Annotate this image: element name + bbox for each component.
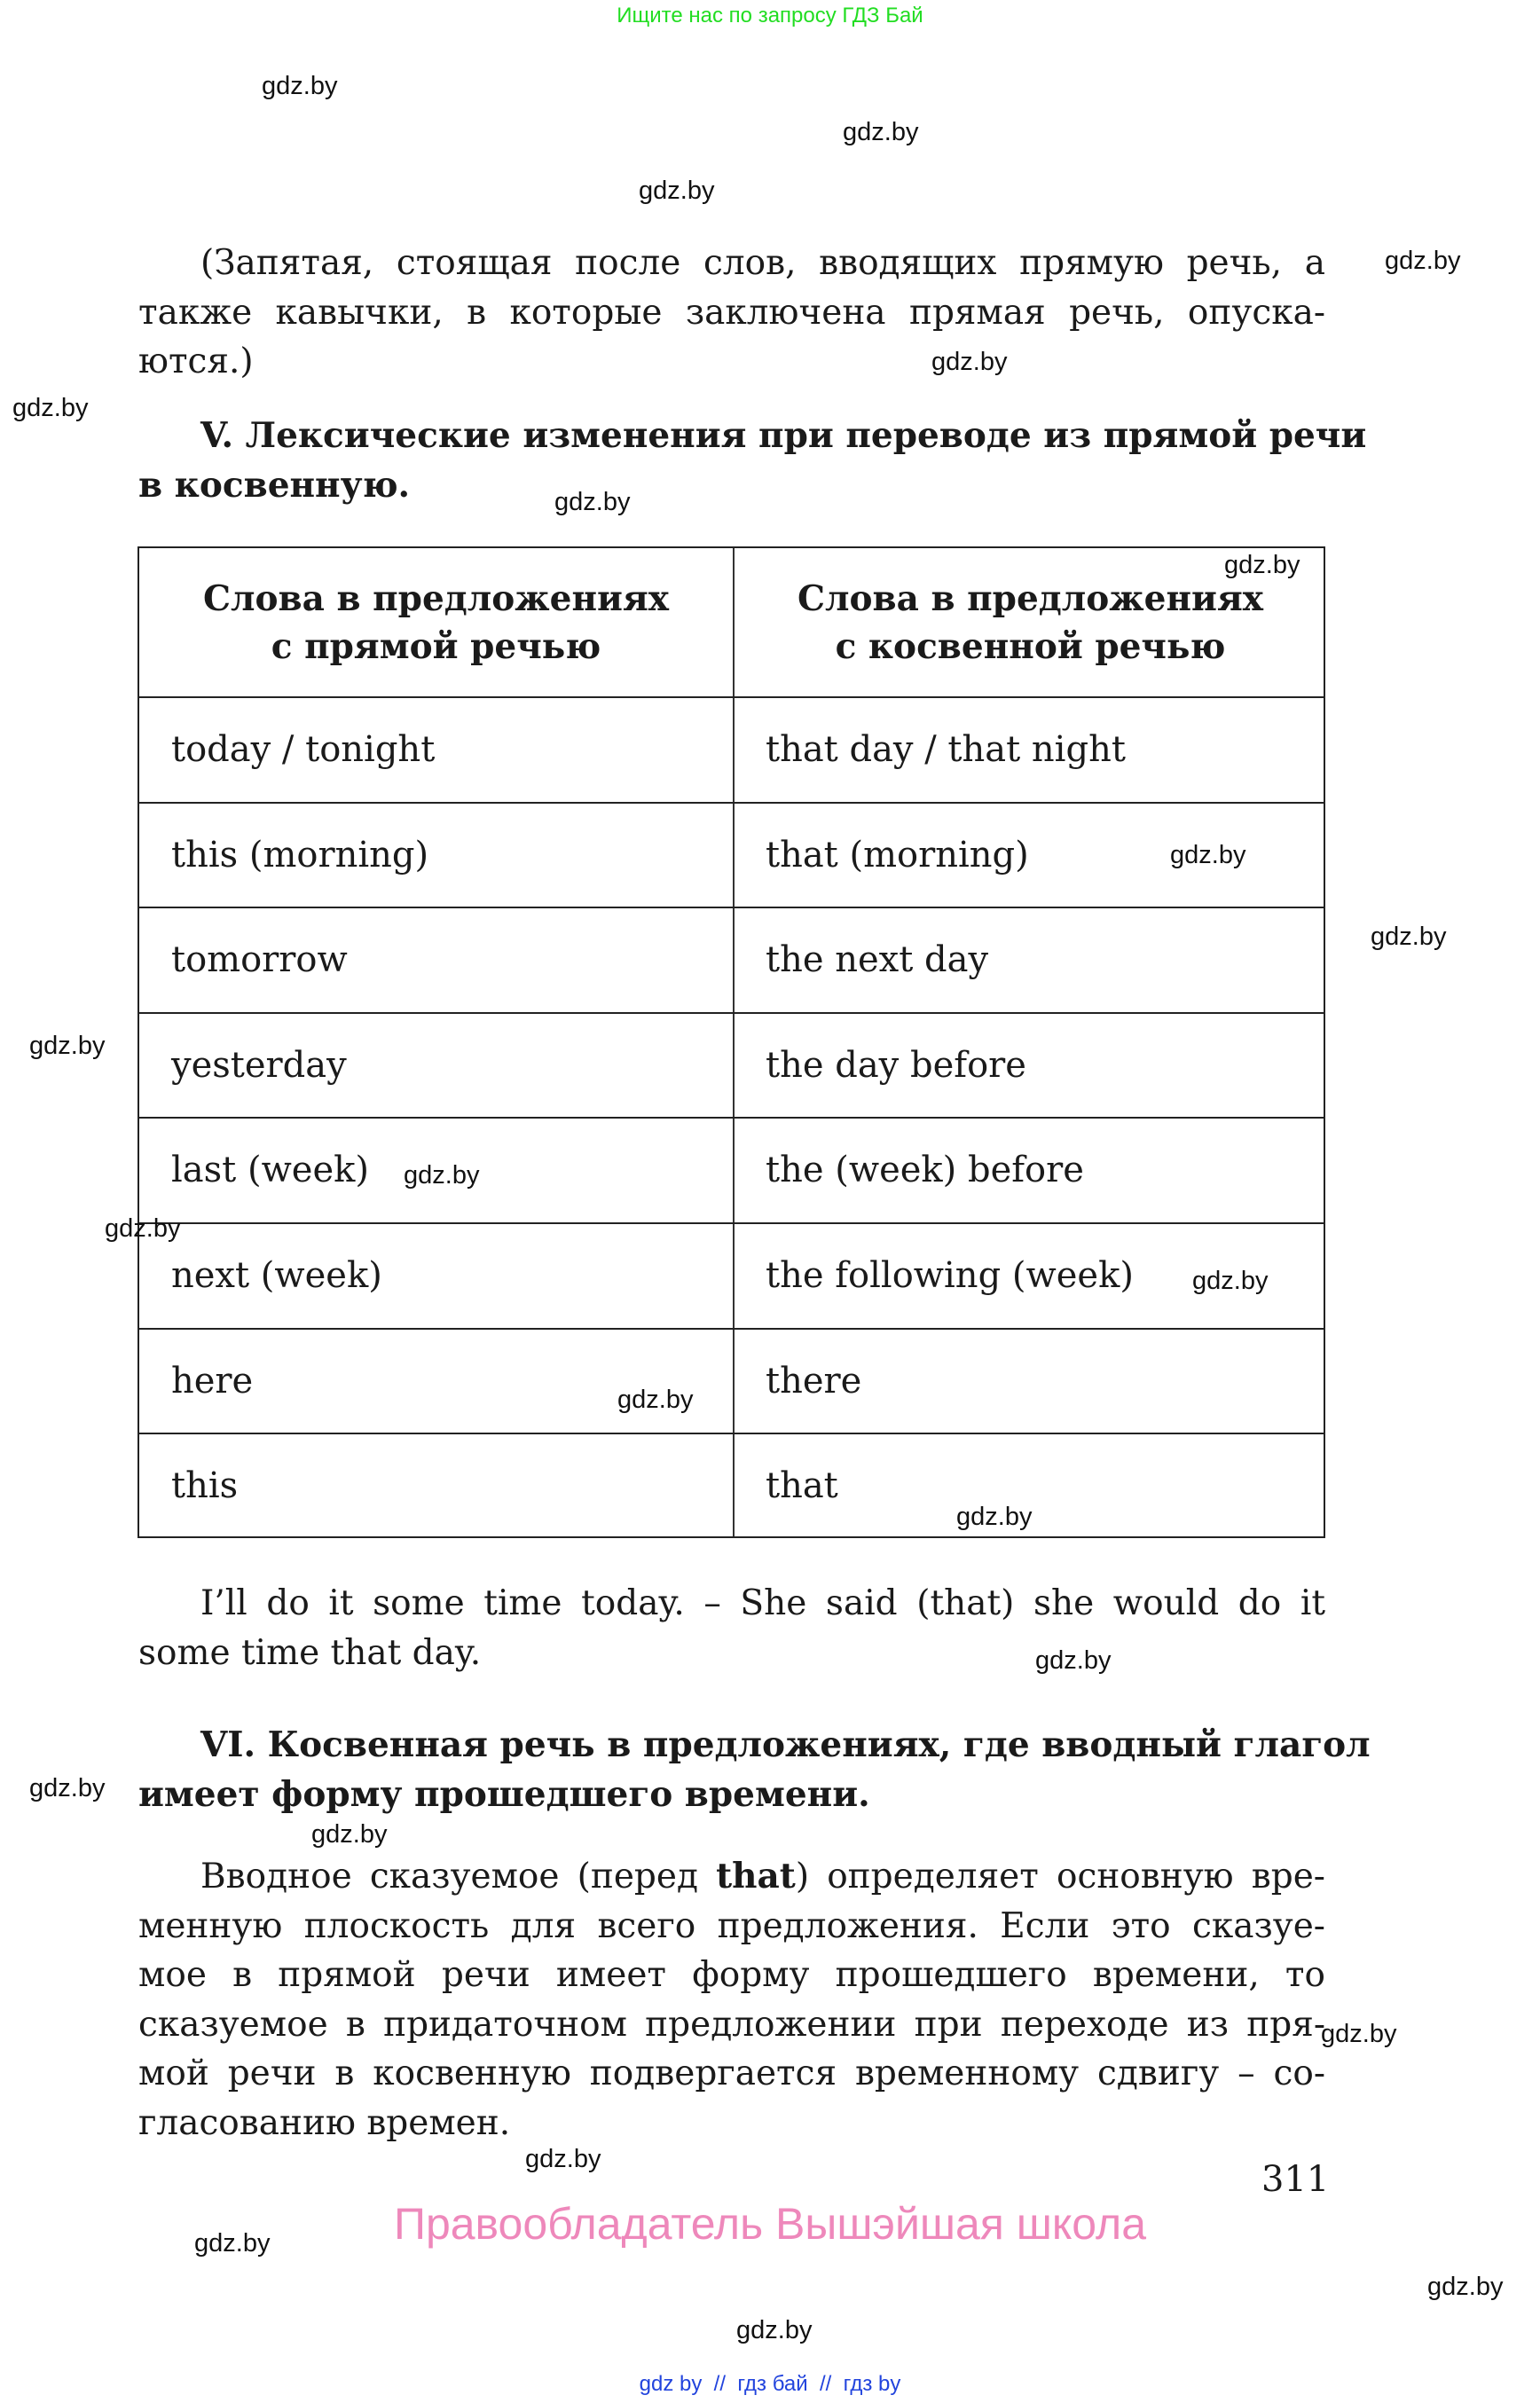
watermark-text: gdz.by xyxy=(525,2145,601,2173)
watermark-text: gdz.by xyxy=(931,348,1008,376)
table-row xyxy=(139,1119,1324,1224)
watermark-text: gdz.by xyxy=(1371,923,1447,951)
cell-direct: last (week) xyxy=(171,1150,369,1191)
cell-direct: here xyxy=(171,1360,254,1402)
example-line: some time that day. xyxy=(138,1632,482,1673)
watermark-text: gdz.by xyxy=(29,1774,106,1802)
cell-indirect: there xyxy=(766,1360,862,1402)
table-row xyxy=(139,1330,1324,1435)
example-line: I’ll do it some time today. – She said (that) she would do it xyxy=(200,1583,1325,1623)
watermark-text: gdz.by xyxy=(404,1161,480,1190)
body-line: мое в прямой речи имеет форму прошедшего времени, то xyxy=(138,1955,1325,1995)
heading-line: имеет форму прошедшего времени. xyxy=(138,1773,870,1815)
cell-indirect: the following (week) xyxy=(766,1255,1134,1296)
heading-line: V. Лексические изменения при переводе из прямой речи xyxy=(200,415,1367,456)
header-line: с прямой речью xyxy=(271,625,601,667)
body-line xyxy=(138,1852,1325,1902)
note-line: также кавычки, в которые заключена прямая речь, опуска- xyxy=(138,292,1325,333)
example-paragraph xyxy=(138,1579,1325,1677)
cell-direct: this xyxy=(171,1465,239,1507)
cell-indirect: that xyxy=(766,1465,838,1507)
header-line: с косвенной речью xyxy=(835,625,1226,667)
body-line: менную плоскость для всего предложения. Если это сказуе- xyxy=(138,1905,1325,1946)
watermark-text: gdz.by xyxy=(194,2229,271,2258)
table-row xyxy=(139,804,1324,909)
cell-indirect: that day / that night xyxy=(766,729,1126,770)
watermark-text: gdz.by xyxy=(1035,1646,1112,1675)
note-line: (Запятая, стоящая после слов, вводящих прямую речь, а xyxy=(200,243,1325,283)
lexical-changes-table xyxy=(138,546,1325,1538)
table-row xyxy=(139,698,1324,804)
cell-direct: this (morning) xyxy=(171,834,429,876)
table-row xyxy=(139,1224,1324,1330)
watermark-text: gdz.by xyxy=(843,118,919,146)
watermark-text: gdz.by xyxy=(105,1214,181,1243)
cell-indirect: the next day xyxy=(766,939,989,981)
body-text: ) определяет основную вре- xyxy=(795,1857,1325,1896)
header-line: Слова в предложениях xyxy=(797,577,1264,619)
watermark-text: gdz.by xyxy=(311,1820,388,1849)
watermark-text: gdz.by xyxy=(1385,247,1461,275)
body-line: мой речи в косвенную подвергается временному сдвигу – со- xyxy=(138,2054,1325,2093)
cell-indirect: that (morning) xyxy=(766,834,1029,876)
watermark-text: gdz.by xyxy=(1170,841,1246,869)
watermark-text: gdz.by xyxy=(262,72,338,100)
watermark-text: gdz.by xyxy=(12,394,89,422)
header-direct-speech xyxy=(139,548,733,696)
footer-links[interactable]: gdz by // гдз бай // гдз by xyxy=(639,2372,901,2396)
cell-direct: tomorrow xyxy=(171,939,348,981)
body-text: Вводное сказуемое (перед xyxy=(200,1857,717,1896)
heading-line: в косвенную. xyxy=(138,464,411,506)
heading-line: VI. Косвенная речь в предложениях, где вводный глагол xyxy=(200,1724,1371,1765)
copyright-holder-notice: Правообладатель Вышэйшая школа xyxy=(394,2199,1146,2249)
body-line: сказуемое в придаточном предложении при переходе из пря- xyxy=(138,2004,1325,2045)
watermark-text: gdz.by xyxy=(1224,551,1300,579)
section-v-heading xyxy=(138,412,1367,510)
watermark-text: gdz.by xyxy=(554,488,631,516)
watermark-text: gdz.by xyxy=(639,177,715,205)
section-vi-heading xyxy=(138,1721,1371,1819)
table-row xyxy=(139,1434,1324,1540)
watermark-text: gdz.by xyxy=(617,1386,694,1414)
cell-direct: today / tonight xyxy=(171,729,436,770)
note-line: ются.) xyxy=(138,342,254,381)
watermark-text: gdz.by xyxy=(1192,1267,1269,1295)
body-paragraph xyxy=(138,1852,1325,2148)
cell-indirect: the (week) before xyxy=(766,1150,1084,1191)
cell-direct: next (week) xyxy=(171,1255,382,1296)
table-header xyxy=(139,548,1324,698)
watermark-text: gdz.by xyxy=(1321,2020,1397,2048)
note-paragraph xyxy=(138,239,1325,387)
body-emphasis: that xyxy=(716,1856,796,1896)
cell-indirect: the day before xyxy=(766,1044,1026,1086)
watermark-text: gdz.by xyxy=(956,1503,1033,1531)
watermark-text: gdz.by xyxy=(736,2316,813,2344)
table-row xyxy=(139,1014,1324,1119)
page-number: 311 xyxy=(1261,2159,1330,2200)
watermark-text: gdz.by xyxy=(1427,2273,1504,2301)
header-line: Слова в предложениях xyxy=(202,577,670,619)
cell-direct: yesterday xyxy=(171,1044,347,1086)
watermark-text: gdz.by xyxy=(29,1032,106,1060)
body-line: гласованию времен. xyxy=(138,2102,511,2143)
search-banner-link[interactable]: Ищите нас по запросу ГДЗ Бай xyxy=(617,4,923,27)
table-row xyxy=(139,908,1324,1014)
